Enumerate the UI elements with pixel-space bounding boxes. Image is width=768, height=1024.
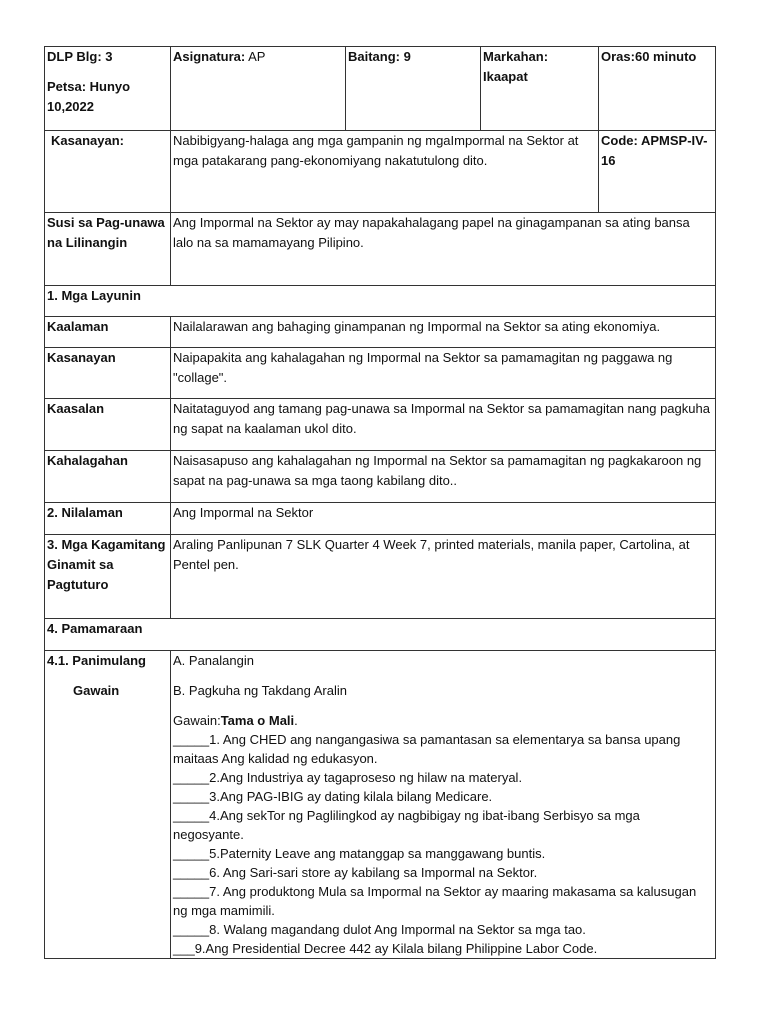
nilalaman-label: 2. Nilalaman xyxy=(47,505,123,520)
kasanayan-row xyxy=(45,131,716,213)
petsa-label: Petsa: Hunyo xyxy=(47,79,131,94)
panalangin-item: A. Panalangin xyxy=(173,653,254,668)
kagamitan-label: 3. Mga Kagamitang Ginamit sa Pagtuturo xyxy=(47,537,166,592)
nilalaman-row xyxy=(45,503,716,535)
susi-text: Ang Impormal na Sektor ay may napakahalagang papel na ginagampanan sa ating bansa lalo na sa mamamayang Pilipino. xyxy=(173,215,690,250)
kasanayan-text-cell xyxy=(171,131,599,213)
kahalagahan-label: Kahalagahan xyxy=(47,453,128,468)
gawain-item: _____2.Ang Industriya ay tagaproseso ng hilaw na materyal. xyxy=(173,770,523,785)
oras-label: Oras:60 minuto xyxy=(601,49,697,64)
kaasalan-text: Naitataguyod ang tamang pag-unawa sa Impormal na Sektor sa pamamagitan nang pagkuha ng sapat na kaalaman ukol dito. xyxy=(173,401,710,436)
kasanayan-layunin-text-cell xyxy=(171,348,716,399)
pamamaraan-heading-row xyxy=(45,619,716,651)
kaasalan-label: Kaasalan xyxy=(47,401,105,416)
layunin-heading-cell xyxy=(45,286,716,317)
gawain-items xyxy=(173,730,713,958)
pamamaraan-heading-cell xyxy=(45,619,716,651)
asignatura-cell xyxy=(171,47,346,131)
kagamitan-text-cell xyxy=(171,535,716,619)
gawain-title: Tama o Mali xyxy=(220,713,295,728)
gawain-period: . xyxy=(294,713,298,728)
panimula-label-line2: Gawain xyxy=(73,683,120,698)
gawain-item: _____7. Ang produktong Mula sa Impormal na Sektor ay maaring makasama sa kalusugan ng mga mamimili. xyxy=(173,884,697,918)
layunin-heading-row xyxy=(45,286,716,317)
kaalaman-label-cell xyxy=(45,317,171,348)
kaalaman-text-cell xyxy=(171,317,716,348)
panimula-label-line1: 4.1. Panimulang xyxy=(47,653,146,668)
kahalagahan-text-cell xyxy=(171,451,716,503)
gawain-item: _____4.Ang sekTor ng Paglilingkod ay nagbibigay ng ibat-ibang Serbisyo sa mga negosyante. xyxy=(173,808,640,842)
asignatura-label: Asignatura: xyxy=(173,49,246,64)
gawain-prefix: Gawain: xyxy=(173,713,221,728)
gawain-title-line xyxy=(173,711,713,730)
code-cell xyxy=(599,131,716,213)
gawain-item: _____5.Paternity Leave ang matanggap sa manggawang buntis. xyxy=(173,846,546,861)
kasanayan-text: Nabibigyang-halaga ang mga gampanin ng mgaImpormal na Sektor at mga patakarang pang-ekonomiyang nakatutulong dito. xyxy=(173,133,579,168)
kaasalan-text-cell xyxy=(171,399,716,451)
kasanayan-layunin-label-cell xyxy=(45,348,171,399)
markahan-label: Markahan: xyxy=(483,49,549,64)
baitang-label: Baitang: 9 xyxy=(348,49,411,64)
kasanayan-label-cell xyxy=(45,131,171,213)
kahalagahan-text: Naisasapuso ang kahalagahan ng Impormal na Sektor sa pamamagitan ng pagkakaroon ng sapat na pag-unawa sa mga taong kabilang dito.. xyxy=(173,453,702,488)
gawain-item: _____6. Ang Sari-sari store ay kabilang sa Impormal na Sektor. xyxy=(173,865,538,880)
nilalaman-text-cell xyxy=(171,503,716,535)
dlp-number: DLP Blg: 3 xyxy=(47,49,113,64)
gawain-item: _____1. Ang CHED ang nangangasiwa sa pamantasan sa elementarya sa bansa upang maitaas Ang kalidad ng edukasyon. xyxy=(173,732,681,766)
kagamitan-row xyxy=(45,535,716,619)
gawain-item: ___9.Ang Presidential Decree 442 ay Kilala bilang Philippine Labor Code. xyxy=(173,941,598,956)
susi-label: Susi sa Pag-unawa na Lilinangin xyxy=(47,215,165,250)
kaalaman-text: Nailalarawan ang bahaging ginampanan ng Impormal na Sektor sa ating ekonomiya. xyxy=(173,319,661,334)
panimula-content-cell xyxy=(171,651,716,959)
header-row xyxy=(45,47,716,131)
kagamitan-text: Araling Panlipunan 7 SLK Quarter 4 Week 7, printed materials, manila paper, Cartolina, at Pentel pen. xyxy=(173,537,690,572)
dlp-cell xyxy=(45,47,171,131)
asignatura-value: AP xyxy=(245,49,266,64)
kasanayan-label: Kasanayan: xyxy=(51,133,124,148)
markahan-cell xyxy=(481,47,599,131)
kaasalan-label-cell xyxy=(45,399,171,451)
susi-label-cell xyxy=(45,213,171,286)
kasanayan-layunin-text: Naipapakita ang kahalagahan ng Impormal na Sektor sa pamamagitan ng paggawa ng "collage". xyxy=(173,350,673,385)
kasanayan-layunin-label: Kasanayan xyxy=(47,350,116,365)
kahalagahan-label-cell xyxy=(45,451,171,503)
nilalaman-label-cell xyxy=(45,503,171,535)
kasanayan-layunin-row xyxy=(45,348,716,399)
kahalagahan-row xyxy=(45,451,716,503)
layunin-heading: 1. Mga Layunin xyxy=(47,288,141,303)
dlp-table xyxy=(44,46,716,959)
pamamaraan-heading: 4. Pamamaraan xyxy=(47,621,143,636)
susi-row xyxy=(45,213,716,286)
takdang-aralin-item: B. Pagkuha ng Takdang Aralin xyxy=(173,683,347,698)
susi-text-cell xyxy=(171,213,716,286)
gawain-item: _____3.Ang PAG-IBIG ay dating kilala bilang Medicare. xyxy=(173,789,493,804)
kaasalan-row xyxy=(45,399,716,451)
kagamitan-label-cell xyxy=(45,535,171,619)
markahan-value: Ikaapat xyxy=(483,69,528,84)
petsa-value: 10,2022 xyxy=(47,99,94,114)
panimula-label-cell xyxy=(45,651,171,959)
baitang-cell xyxy=(346,47,481,131)
panimula-row xyxy=(45,651,716,959)
nilalaman-text: Ang Impormal na Sektor xyxy=(173,505,314,520)
kaalaman-label: Kaalaman xyxy=(47,319,109,334)
code-label: Code: APMSP-IV-16 xyxy=(601,133,708,168)
gawain-item: _____8. Walang magandang dulot Ang Impormal na Sektor sa mga tao. xyxy=(173,922,586,937)
kaalaman-row xyxy=(45,317,716,348)
oras-cell xyxy=(599,47,716,131)
